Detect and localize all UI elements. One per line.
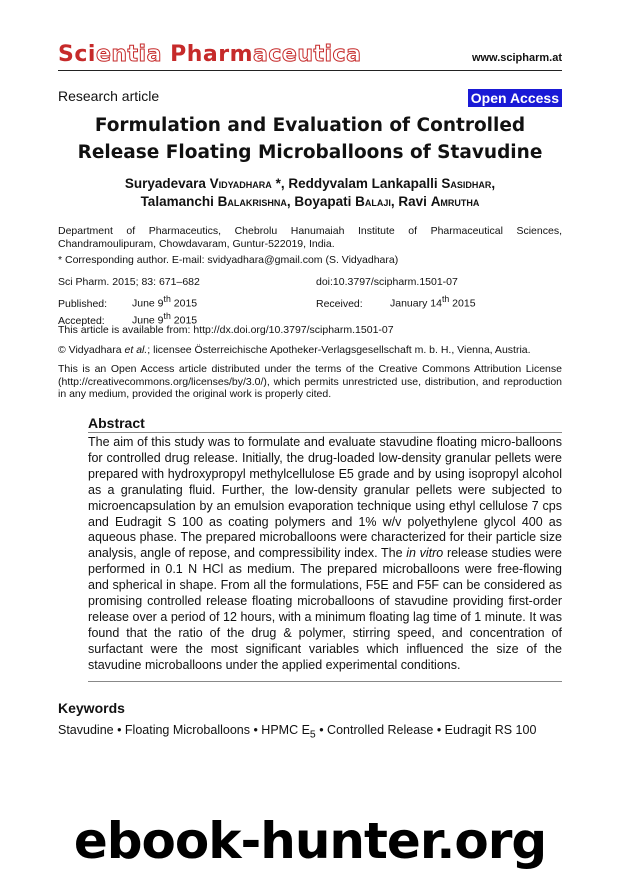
publication-dates [58, 293, 197, 327]
published-date [58, 293, 197, 310]
author-given: Talamanchi [140, 194, 218, 209]
published-date-text: June 9 [132, 297, 164, 310]
published-label: Published: [58, 297, 108, 310]
author-family: Sasidhar [441, 176, 492, 191]
article-type: Research article [58, 88, 160, 104]
accepted-date-text: June 9 [132, 314, 164, 327]
abstract-text: release studies were performed in 0.1 N HCl as medium. The prepared microballoons were free-flowing and spherical in shape. From all the formulations, F5E and F5F can be considered as promising controlled release floating microballoons of stavudine providing first-order release over a period of 12 hours, with a minimum floating lag time of 1 minute. It was found that the ratio of the drug & polymer, stirring speed, and concentration of surfactant were the most significant variables which influenced the size of the stavudine microballoons under the applied experimental conditions. [88, 546, 562, 672]
author-given: Suryadevara [124, 176, 210, 191]
journal-logo [58, 42, 361, 67]
abstract-bottom-rule [88, 681, 562, 682]
open-access-badge: Open Access [468, 89, 562, 107]
availability-link[interactable]: This article is available from: http://dx.doi.org/10.3797/scipharm.1501-07 [58, 324, 394, 336]
received-label: Received: [316, 297, 363, 310]
abstract-heading: Abstract [88, 415, 145, 431]
abstract-italic: in vitro [406, 546, 444, 561]
accepted-date-year: 2015 [170, 314, 198, 327]
author-given: Ravi [398, 194, 431, 209]
title-line: Formulation and Evaluation of Controlled [94, 115, 526, 136]
author-list [58, 175, 562, 211]
journal-website[interactable]: www.scipharm.at [471, 52, 562, 64]
keywords-text: Stavudine • Floating Microballoons • HPMC E [58, 723, 310, 737]
received-date [316, 293, 476, 310]
logo-part: Pharm [161, 42, 254, 67]
abstract-top-rule [88, 432, 562, 433]
keywords-list [58, 723, 536, 741]
logo-part: aceutica [253, 42, 362, 67]
citation: Sci Pharm. 2015; 83: 671–682 [58, 276, 200, 288]
author-family: Vidyadhara [209, 176, 272, 191]
copyright [58, 344, 531, 357]
author-given: Reddyvalam Lankapalli [288, 176, 442, 191]
author-suffix: , [491, 176, 496, 191]
keywords-text: • Controlled Release • Eudragit RS 100 [315, 723, 537, 737]
corresponding-author: * Corresponding author. E-mail: svidyadhara@gmail.com (S. Vidyadhara) [58, 254, 399, 266]
author-given: Boyapati [294, 194, 356, 209]
accepted-label: Accepted: [58, 314, 105, 327]
author-suffix: , [286, 194, 295, 209]
keywords-subscript: 5 [309, 729, 316, 741]
article-title [58, 112, 562, 166]
author-suffix: , [390, 194, 399, 209]
copyright-text: © Vidyadhara [58, 344, 125, 356]
published-date-year: 2015 [170, 297, 198, 310]
accepted-date-suffix: th [163, 311, 171, 321]
published-date-suffix: th [163, 294, 171, 304]
author-line [58, 175, 562, 193]
keywords-heading: Keywords [58, 700, 125, 716]
author-line [58, 193, 562, 211]
abstract-body [88, 435, 562, 674]
author-family: Balakrishna [217, 194, 287, 209]
title-line: Release Floating Microballoons of Stavudine [77, 142, 543, 163]
copyright-text: ; licensee Österreichische Apotheker-Verlagsgesellschaft m. b. H., Vienna, Austria. [147, 344, 531, 356]
doi: doi:10.3797/scipharm.1501-07 [316, 276, 458, 288]
affiliation: Department of Pharmaceutics, Chebrolu Hanumaiah Institute of Pharmaceutical Sciences, Chandramoulipuram, Chowdavaram, Guntur-522019, India. [58, 225, 562, 250]
copyright-italic: et al. [124, 344, 148, 356]
license-statement: This is an Open Access article distributed under the terms of the Creative Commons Attribution License (http://creativecommons.org/licenses/by/3.0/), which permits unrestricted use, distribution, and reproduction in any medium, provided the original work is properly cited. [58, 363, 562, 400]
received-date-suffix: th [441, 294, 450, 304]
watermark: ebook-hunter.org [73, 812, 547, 870]
logo-part: entia [95, 42, 162, 67]
header-rule [58, 70, 562, 71]
author-suffix: *, [271, 176, 289, 191]
author-family: Amrutha [430, 194, 480, 209]
received-date-year: 2015 [449, 297, 476, 310]
logo-part: Sci [58, 42, 96, 67]
received-date-text: January 14 [390, 297, 442, 310]
author-family: Balaji [355, 194, 391, 209]
abstract-text: The aim of this study was to formulate and evaluate stavudine floating micro-balloons for controlled drug release. Initially, the drug-loaded low-density granular pellets were prepared with hydroxypropyl methylcellulose E5 grade and by using isopropyl alcohol as a granulating fluid. Further, the low-density granular pellets were subjected to microencapsulation by an emulsion evaporation technique using ethyl cellulose 7 cps and Eudragit S 100 as coating polymers and 1% w/v polyethylene glycol 400 as aqueous phase. The prepared microballoons were characterized for their particle size analysis, angle of repose, and compressibility index. The [88, 435, 562, 561]
